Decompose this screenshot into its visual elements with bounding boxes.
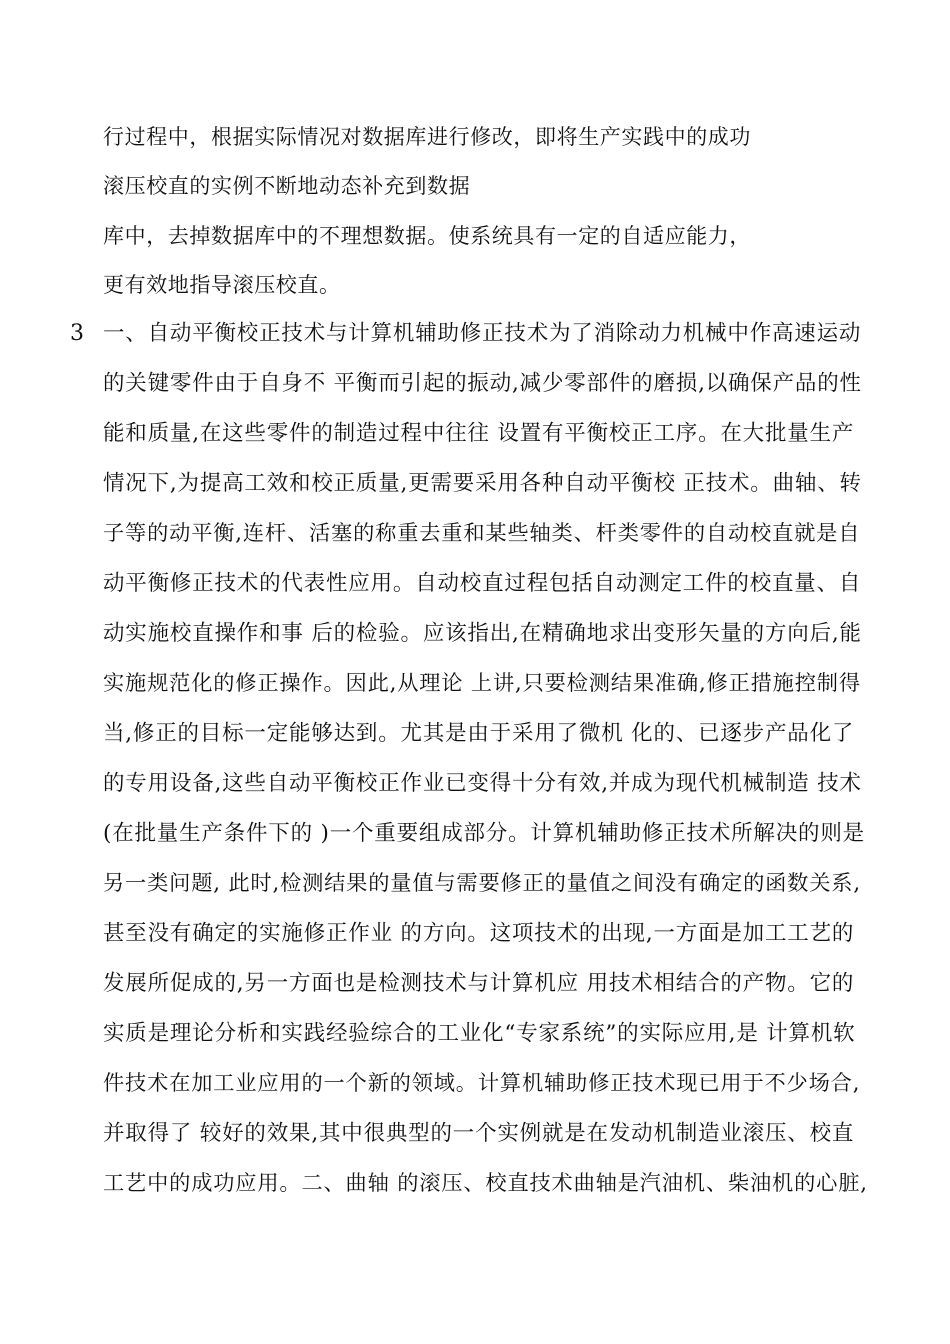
text-line: 库中，去掉数据库中的不理想数据。使系统具有一定的自适应能力， — [103, 224, 751, 248]
text-line: 行过程中，根据实际情况对数据库进行修改，即将生产实践中的成功 — [103, 125, 751, 149]
section-number: 3 — [70, 321, 84, 346]
text-line: 工艺中的成功应用。二、曲轴 的滚压、校直技术曲轴是汽油机、柴油机的心脏, — [103, 1171, 868, 1196]
text-line: (在批量生产条件下的 )一个重要组成部分。计算机辅助修正技术所解决的则是 — [103, 821, 865, 846]
text-line: 一、自动平衡校正技术与计算机辅助修正技术为了消除动力机械中作高速运动 — [103, 321, 862, 346]
text-line: 实质是理论分析和实践经验综合的工业化“专家系统”的实际应用,是 计算机软 — [103, 1021, 856, 1046]
text-line: 子等的动平衡,连杆、活塞的称重去重和某些轴类、杆类零件的自动校直就是自 — [103, 521, 861, 546]
text-line: 另一类问题, 此时,检测结果的量值与需要修正的量值之间没有确定的函数关系, — [103, 871, 861, 896]
text-line: 甚至没有确定的实施修正作业 的方向。这项技术的出现,一方面是加工工艺的 — [103, 921, 855, 946]
text-line: 发展所促成的,另一方面也是检测技术与计算机应 用技术相结合的产物。它的 — [103, 971, 855, 996]
text-line: 动平衡修正技术的代表性应用。自动校直过程包括自动测定工件的校直量、自 — [103, 571, 862, 596]
text-line: 能和质量,在这些零件的制造过程中往往 设置有平衡校正工序。在大批量生产 — [103, 421, 855, 446]
text-line: 情况下,为提高工效和校正质量,更需要采用各种自动平衡校 正技术。曲轴、转 — [103, 471, 862, 496]
text-line: 更有效地指导滚压校直。 — [103, 273, 341, 297]
text-line: 动实施校直操作和事 后的检验。应该指出,在精确地求出变形矢量的方向后,能 — [103, 621, 862, 646]
text-line: 并取得了 较好的效果,其中很典型的一个实例就是在发动机制造业滚压、校直 — [103, 1121, 855, 1146]
text-line: 当,修正的目标一定能够达到。尤其是由于采用了微机 化的、已逐步产品化了 — [103, 721, 855, 746]
text-line: 滚压校直的实例不断地动态补充到数据 — [103, 174, 471, 198]
text-line: 实施规范化的修正操作。因此,从理论 上讲,只要检测结果准确,修正措施控制得 — [103, 671, 861, 696]
text-line: 的关键零件由于自身不 平衡而引起的振动,减少零部件的磨损,以确保产品的性 — [103, 371, 862, 396]
text-line: 件技术在加工业应用的一个新的领域。计算机辅助修正技术现已用于不少场合, — [103, 1071, 861, 1096]
text-line: 的专用设备,这些自动平衡校正作业已变得十分有效,并成为现代机械制造 技术 — [103, 771, 862, 796]
